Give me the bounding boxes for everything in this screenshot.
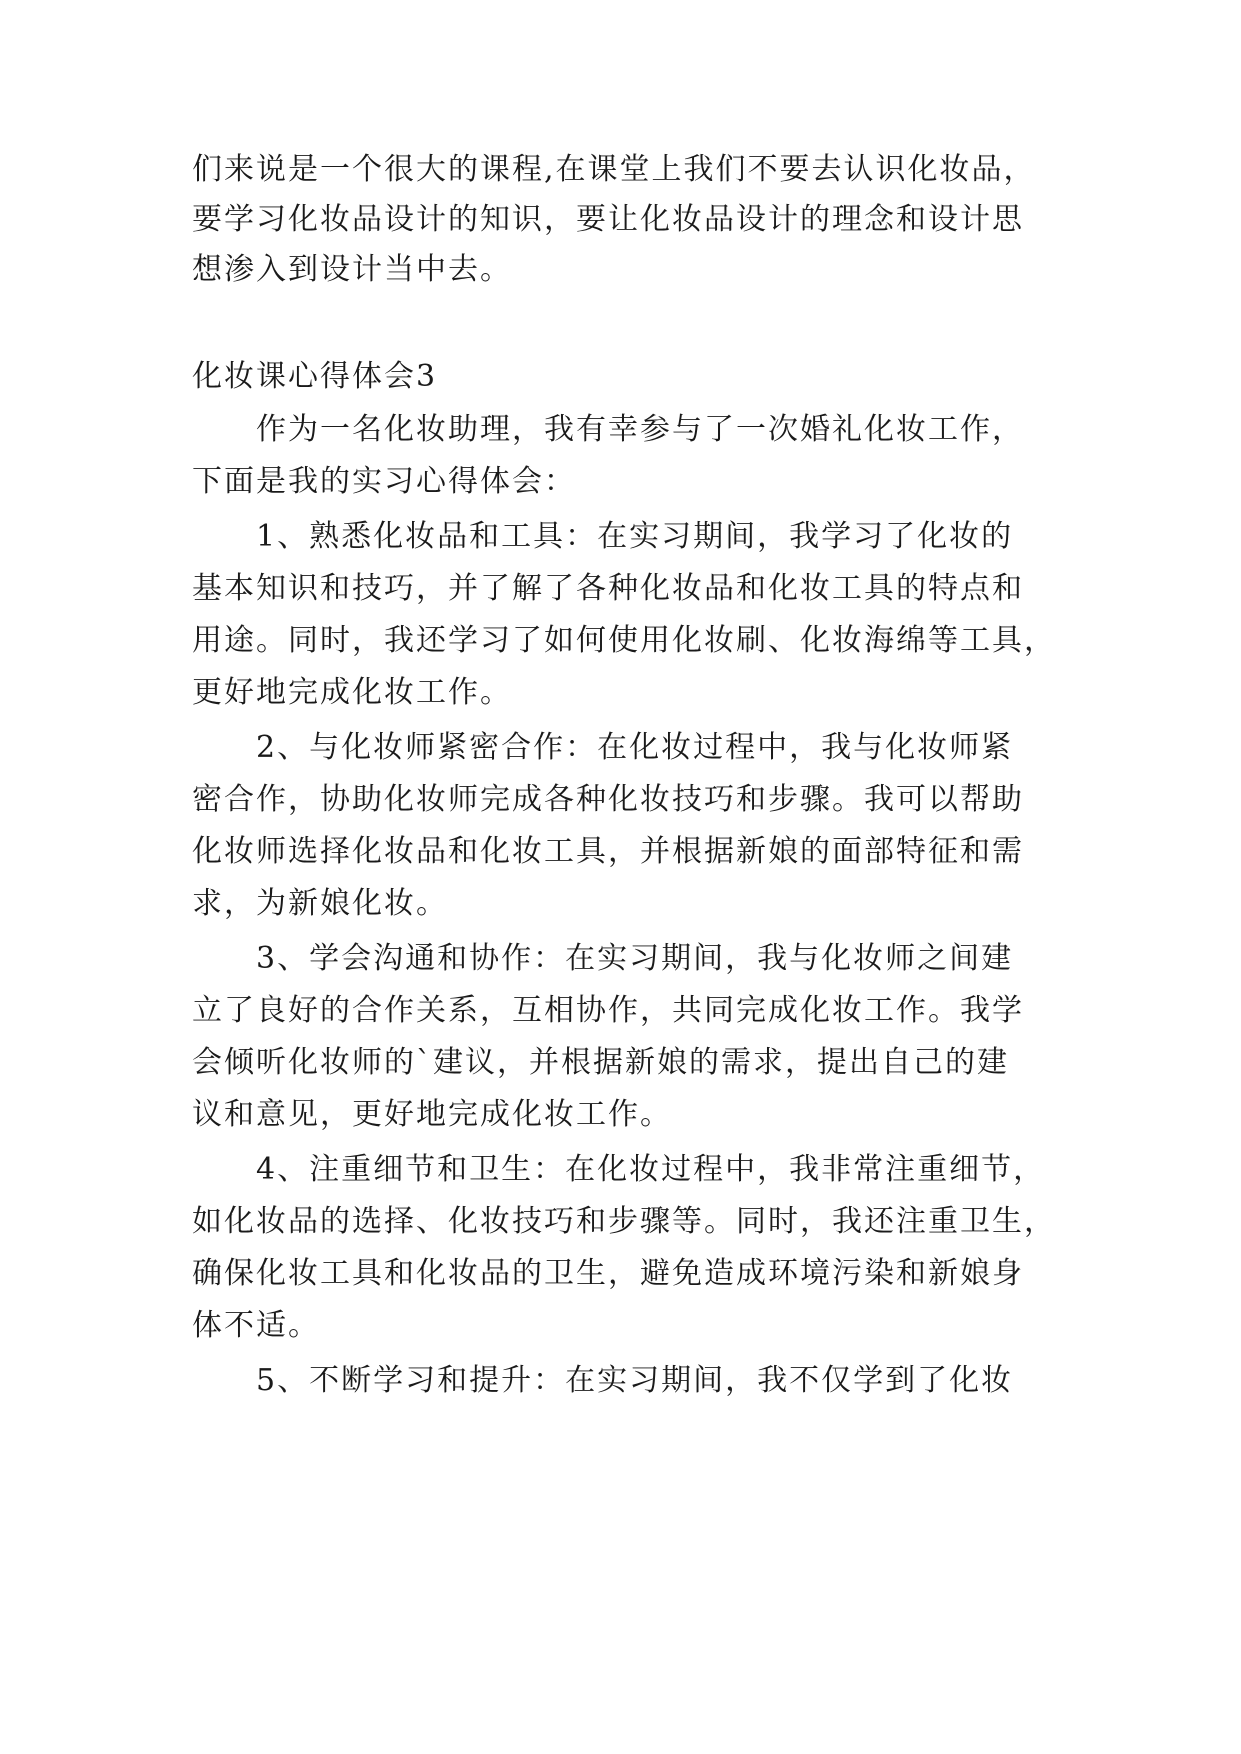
paragraph-line: 求，为新娘化妆。: [192, 886, 448, 921]
paragraph-line: 如化妆品的选择、化妆技巧和步骤等。同时，我还注重卫生，: [192, 1204, 1056, 1239]
paragraph-line: 下面是我的实习心得体会：: [192, 464, 576, 499]
paragraph-line: 确保化妆工具和化妆品的卫生，避免造成环境污染和新娘身: [192, 1256, 1024, 1291]
paragraph-line: 作为一名化妆助理，我有幸参与了一次婚礼化妆工作，: [256, 412, 1024, 447]
section-title: 化妆课心得体会3: [192, 359, 438, 394]
paragraph-line: 化妆师选择化妆品和化妆工具，并根据新娘的面部特征和需: [192, 834, 1024, 869]
intro-line: 们来说是一个很大的课程,在课堂上我们不要去认识化妆品，: [192, 152, 1036, 187]
paragraph-line: 更好地完成化妆工作。: [192, 675, 512, 710]
paragraph-line: 基本知识和技巧，并了解了各种化妆品和化妆工具的特点和: [192, 571, 1024, 606]
intro-line: 想渗入到设计当中去。: [192, 252, 512, 287]
paragraph-line: 2、与化妆师紧密合作：在化妆过程中，我与化妆师紧: [256, 730, 1014, 765]
paragraph-line: 5、不断学习和提升：在实习期间，我不仅学到了化妆: [256, 1363, 1014, 1398]
paragraph-line: 体不适。: [192, 1308, 320, 1343]
paragraph-line: 议和意见，更好地完成化妆工作。: [192, 1097, 672, 1132]
paragraph-line: 会倾听化妆师的`建议，并根据新娘的需求，提出自己的建: [192, 1045, 1009, 1080]
paragraph-line: 1、熟悉化妆品和工具：在实习期间，我学习了化妆的: [256, 519, 1014, 554]
paragraph-line: 4、注重细节和卫生：在化妆过程中，我非常注重细节，: [256, 1152, 1046, 1187]
paragraph-line: 密合作，协助化妆师完成各种化妆技巧和步骤。我可以帮助: [192, 782, 1024, 817]
intro-line: 要学习化妆品设计的知识，要让化妆品设计的理念和设计思: [192, 202, 1024, 237]
paragraph-line: 3、学会沟通和协作：在实习期间，我与化妆师之间建: [256, 941, 1014, 976]
paragraph-line: 立了良好的合作关系，互相协作，共同完成化妆工作。我学: [192, 993, 1024, 1028]
paragraph-line: 用途。同时，我还学习了如何使用化妆刷、化妆海绵等工具，: [192, 623, 1056, 658]
